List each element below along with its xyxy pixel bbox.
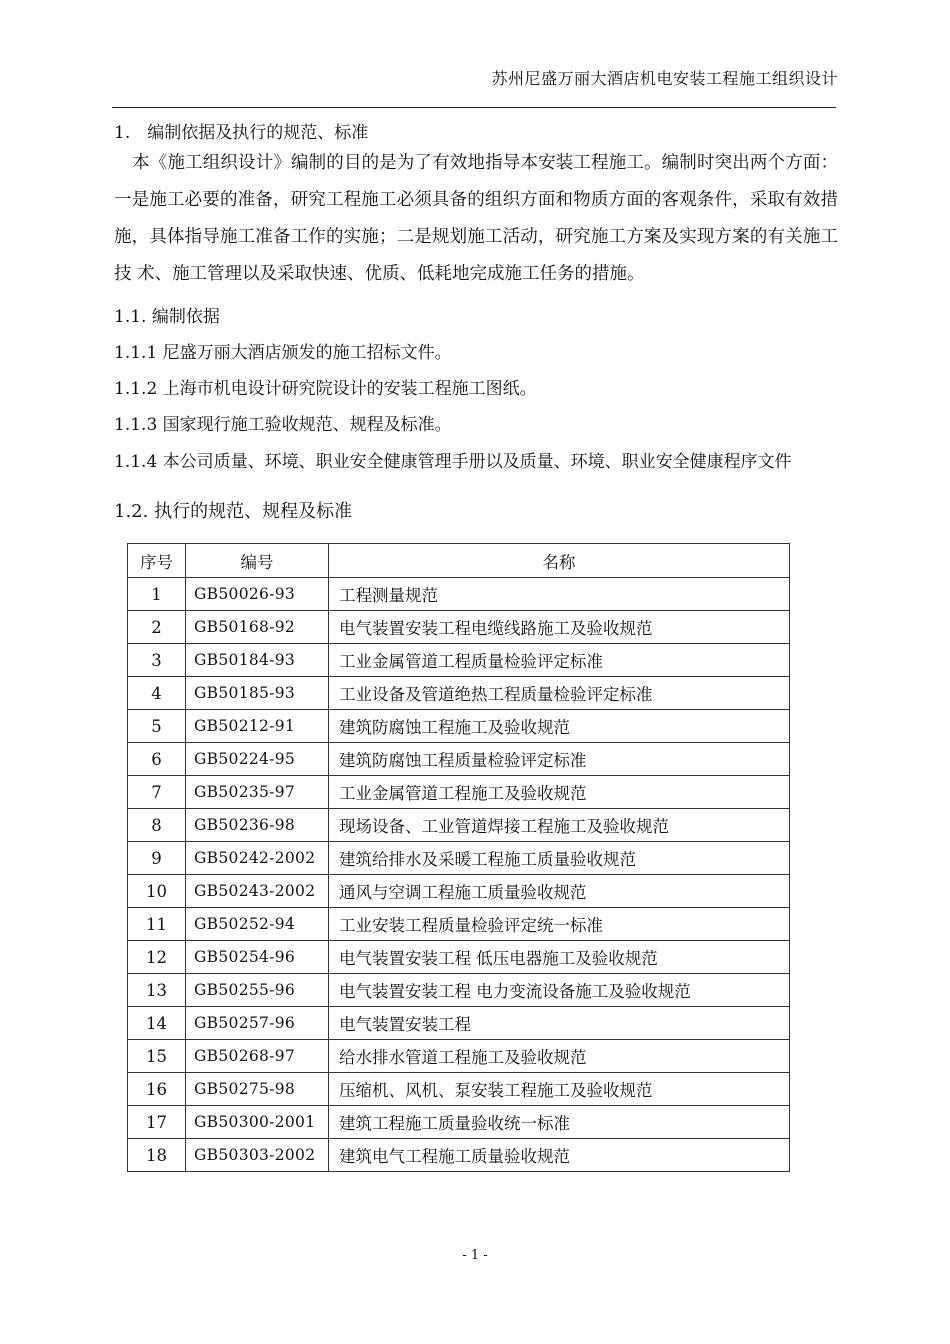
table-row	[128, 1106, 790, 1139]
table-row	[128, 611, 790, 644]
row-name-cell: 建筑工程施工质量验收统一标准	[329, 1106, 790, 1139]
section-1-2-heading: 1.2. 执行的规范、规程及标准	[114, 501, 353, 522]
row-name-cell: 电气装置安装工程 低压电器施工及验收规范	[329, 941, 790, 974]
row-code-cell: GB50300-2001	[186, 1106, 329, 1139]
row-seq-cell: 12	[128, 941, 186, 974]
row-name-cell: 建筑电气工程施工质量验收规范	[329, 1139, 790, 1172]
row-name-cell: 建筑防腐蚀工程施工及验收规范	[329, 710, 790, 743]
row-code-cell: GB50185-93	[186, 677, 329, 710]
row-code-cell: GB50254-96	[186, 941, 329, 974]
row-name-cell: 工业设备及管道绝热工程质量检验评定标准	[329, 677, 790, 710]
row-name-cell: 电气装置安装工程	[329, 1007, 790, 1040]
table-row	[128, 941, 790, 974]
row-code-cell: GB50257-96	[186, 1007, 329, 1040]
row-name-cell: 现场设备、工业管道焊接工程施工及验收规范	[329, 809, 790, 842]
row-seq-cell: 1	[128, 578, 186, 611]
row-code-cell: GB50168-92	[186, 611, 329, 644]
intro-paragraph	[114, 145, 838, 293]
table-row	[128, 710, 790, 743]
row-code-cell: GB50184-93	[186, 644, 329, 677]
page-header-title: 苏州尼盛万丽大酒店机电安装工程施工组织设计	[491, 69, 838, 88]
table-row	[128, 644, 790, 677]
row-seq-cell: 15	[128, 1040, 186, 1073]
row-code-cell: GB50252-94	[186, 908, 329, 941]
header-divider	[112, 107, 836, 108]
row-seq-cell: 4	[128, 677, 186, 710]
table-row	[128, 809, 790, 842]
row-code-cell: GB50303-2002	[186, 1139, 329, 1172]
intro-paragraph-text: 本《施工组织设计》编制的目的是为了有效地指导本安装工程施工。编制时突出两个方面：一是施工必要的准备，研究工程施工必须具备的组织方面和物质方面的客观条件，采取有效措施，具体指导施工准备工作的实施；二是规划施工活动，研究施工方案及实现方案的有关施工技 术、施工管理以及采取快速、优质、低耗地完成施工任务的措施。	[114, 153, 838, 284]
table-row	[128, 1040, 790, 1073]
row-code-cell: GB50268-97	[186, 1040, 329, 1073]
table-row	[128, 1007, 790, 1040]
row-name-cell: 电气装置安装工程 电力变流设备施工及验收规范	[329, 974, 790, 1007]
row-name-cell: 给水排水管道工程施工及验收规范	[329, 1040, 790, 1073]
row-code-cell: GB50026-93	[186, 578, 329, 611]
column-header-code: 编号	[186, 544, 329, 578]
row-name-cell: 工业金属管道工程施工及验收规范	[329, 776, 790, 809]
row-name-cell: 压缩机、风机、泵安装工程施工及验收规范	[329, 1073, 790, 1106]
row-name-cell: 工程测量规范	[329, 578, 790, 611]
table-row	[128, 677, 790, 710]
section-1-heading: 1. 编制依据及执行的规范、标准	[114, 123, 369, 143]
row-code-cell: GB50235-97	[186, 776, 329, 809]
row-seq-cell: 2	[128, 611, 186, 644]
row-name-cell: 工业安装工程质量检验评定统一标准	[329, 908, 790, 941]
row-seq-cell: 14	[128, 1007, 186, 1040]
row-name-cell: 通风与空调工程施工质量验收规范	[329, 875, 790, 908]
row-seq-cell: 13	[128, 974, 186, 1007]
table-row	[128, 842, 790, 875]
table-row	[128, 776, 790, 809]
standards-table	[127, 543, 790, 1172]
table-row	[128, 908, 790, 941]
row-name-cell: 建筑给排水及采暖工程施工质量验收规范	[329, 842, 790, 875]
row-code-cell: GB50243-2002	[186, 875, 329, 908]
table-row	[128, 875, 790, 908]
row-seq-cell: 18	[128, 1139, 186, 1172]
column-header-name: 名称	[329, 544, 790, 578]
table-row	[128, 743, 790, 776]
row-code-cell: GB50275-98	[186, 1073, 329, 1106]
row-code-cell: GB50224-95	[186, 743, 329, 776]
row-seq-cell: 9	[128, 842, 186, 875]
basis-item: 1.1.2 上海市机电设计研究院设计的安装工程施工图纸。	[114, 379, 537, 399]
basis-item: 1.1.1 尼盛万丽大酒店颁发的施工招标文件。	[114, 343, 452, 363]
row-seq-cell: 11	[128, 908, 186, 941]
row-name-cell: 电气装置安装工程电缆线路施工及验收规范	[329, 611, 790, 644]
row-name-cell: 工业金属管道工程质量检验评定标准	[329, 644, 790, 677]
row-code-cell: GB50236-98	[186, 809, 329, 842]
row-seq-cell: 6	[128, 743, 186, 776]
page-number: - 1 -	[462, 1248, 488, 1263]
row-seq-cell: 8	[128, 809, 186, 842]
row-seq-cell: 5	[128, 710, 186, 743]
table-row	[128, 1139, 790, 1172]
basis-item: 1.1.4 本公司质量、环境、职业安全健康管理手册以及质量、环境、职业安全健康程序文件	[114, 452, 792, 472]
table-row	[128, 974, 790, 1007]
row-name-cell: 建筑防腐蚀工程质量检验评定标准	[329, 743, 790, 776]
table-row	[128, 1073, 790, 1106]
section-1-1-heading: 1.1. 编制依据	[114, 307, 220, 327]
row-code-cell: GB50212-91	[186, 710, 329, 743]
table-row	[128, 578, 790, 611]
basis-item: 1.1.3 国家现行施工验收规范、规程及标准。	[114, 415, 452, 435]
row-seq-cell: 7	[128, 776, 186, 809]
row-seq-cell: 16	[128, 1073, 186, 1106]
row-code-cell: GB50242-2002	[186, 842, 329, 875]
table-header-row	[128, 544, 790, 578]
row-seq-cell: 17	[128, 1106, 186, 1139]
row-code-cell: GB50255-96	[186, 974, 329, 1007]
row-seq-cell: 10	[128, 875, 186, 908]
column-header-seq: 序号	[128, 544, 186, 578]
row-seq-cell: 3	[128, 644, 186, 677]
